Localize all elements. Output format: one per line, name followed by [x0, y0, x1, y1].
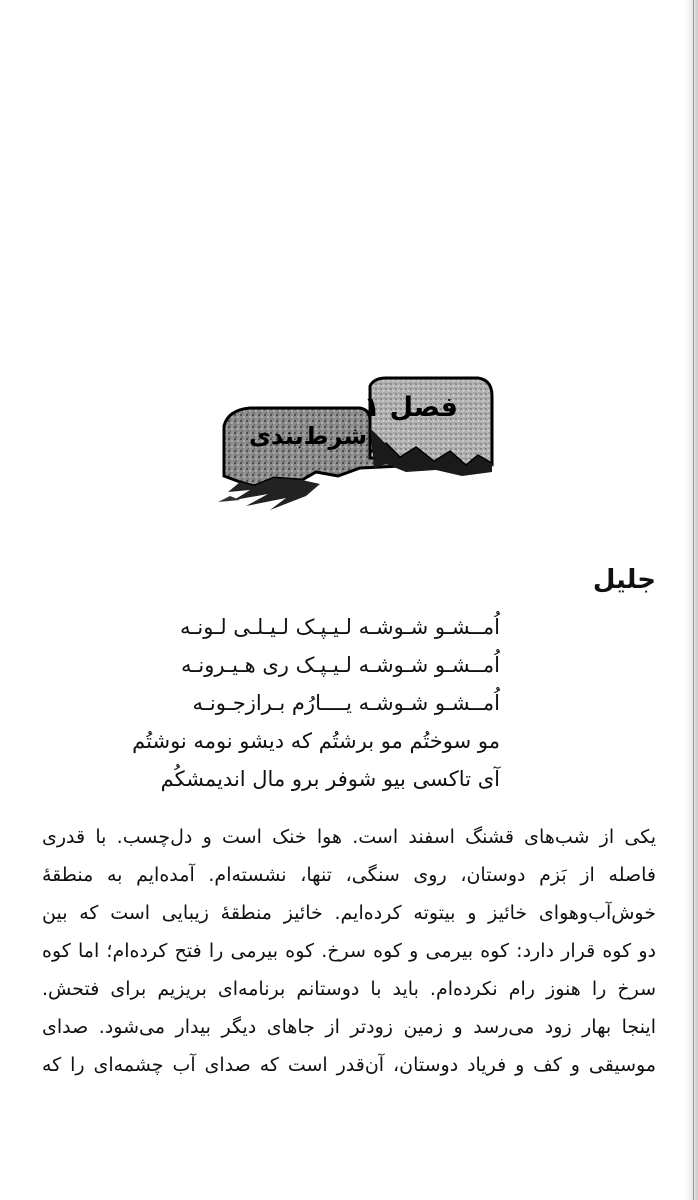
- poem-line: اُمــشـو شـوشـه لـیـپـک ری هـیـرونـه: [180, 653, 500, 677]
- prose-paragraph: [42, 818, 656, 1084]
- prose-line: سرخ را هنوز رام نکرده‌ام. باید با دوستانم برنامه‌ای بریزیم برای فتحش.: [42, 978, 656, 1000]
- prose-line: خوش‌آب‌وهوای خائیز و بیتوته کرده‌ایم. خائیز منطقهٔ زیبایی است که بین: [42, 902, 656, 924]
- poem-line: اُمــشـو شـوشـه یــــارُم بـرازجـونـه: [192, 691, 500, 715]
- poem-line: مو سوختُم مو برشتُم که دیشو نومه نوشتُم: [132, 729, 500, 753]
- poem-block: [132, 608, 500, 798]
- prose-line: یکی از شب‌های قشنگ اسفند است. هوا خنک است و دل‌چسب. با قدری: [42, 826, 656, 848]
- chapter-badge: [210, 372, 500, 522]
- poem-line: آی تاکسی بیو شوفر برو مال اندیمشکُم: [160, 767, 500, 791]
- torn-edge-shape: [228, 478, 320, 510]
- prose-line: دو کوه قرار دارد: کوه بیرمی و کوه سرخ. کوه بیرمی را فتح کرده‌ام؛ اما کوه: [42, 940, 656, 962]
- poem-line: اُمــشـو شـوشـه لـیـپـک لـیـلـی لـونـه: [179, 615, 500, 639]
- page-edge-shadow: [684, 0, 698, 1200]
- prose-line: موسیقی و کف و فریاد دوستان، آن‌قدر است که صدای آب چشمه‌ای را که: [42, 1054, 656, 1076]
- chapter-title: شرط‌بندی: [248, 422, 368, 450]
- prose-line: فاصله از بَزم دوستان، روی سنگی، تنها، نشسته‌ام. آمده‌ایم به منطقهٔ: [42, 864, 656, 886]
- page-edge-line: [693, 0, 694, 1200]
- character-name-heading: جلیل: [592, 565, 656, 595]
- prose-line: اینجا بهار زود می‌رسد و زمین زودتر از جاهای دیگر بیدار می‌شود. صدای: [42, 1016, 656, 1038]
- chapter-number: فصل ۱: [363, 392, 458, 423]
